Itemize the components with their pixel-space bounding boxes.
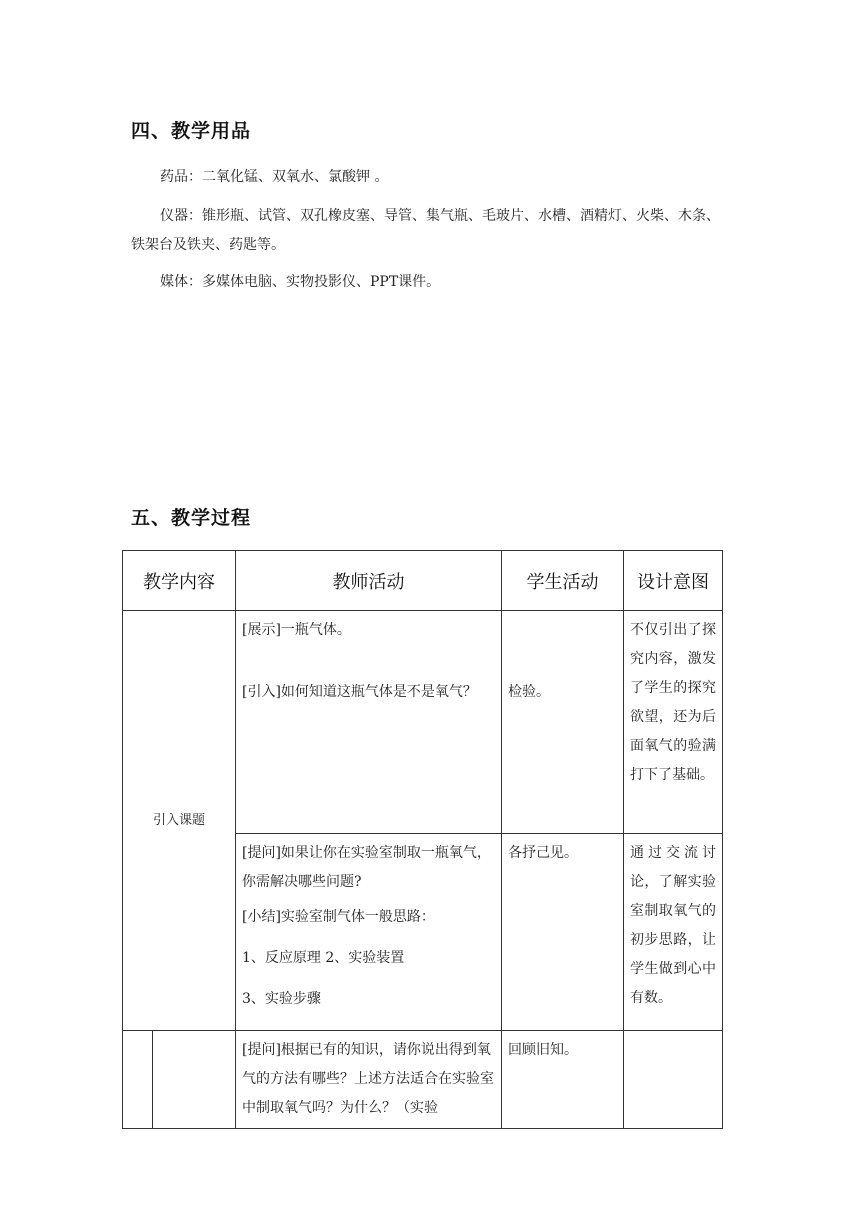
intent-cell: 通过交流讨论，了解实验室制取氧气的初步思路，让学生做到心中有数。	[624, 834, 723, 1031]
header-teacher: 教师活动	[236, 551, 502, 611]
table-header-row	[123, 551, 723, 611]
drugs-paragraph: 药品：二氧化锰、双氧水、氯酸钾 。	[160, 169, 389, 185]
teacher-text: [引入]如何知道这瓶气体是不是氧气？	[242, 684, 477, 700]
intent-cell: 不仅引出了探究内容，激发了学生的探究欲望，还为后面氧气的验满打下了基础。	[624, 611, 723, 834]
content-subcell	[123, 1031, 153, 1129]
table-row	[123, 1031, 723, 1129]
teacher-text: [提问]如果让你在实验室制取一瓶氧气，你需解决哪些问题?	[242, 845, 491, 890]
teacher-text: 1、反应原理 2、实验装置	[242, 950, 405, 966]
section-5-heading: 五、教学过程	[131, 507, 252, 529]
instruments-paragraph: 仪器：锥形瓶、试管、双孔橡皮塞、导管、集气瓶、毛玻片、水槽、酒精灯、火柴、木条、铁架台及铁夹、药匙等。	[131, 208, 720, 253]
student-text: 检验。	[508, 684, 550, 700]
teacher-cell	[236, 834, 502, 1031]
table-row	[123, 611, 723, 834]
header-student: 学生活动	[502, 551, 624, 611]
header-intent: 设计意图	[624, 551, 723, 611]
media-paragraph: 媒体：多媒体电脑、实物投影仪、PPT课件。	[160, 274, 441, 290]
student-cell: 各抒己见。	[502, 834, 624, 1031]
intent-cell	[624, 1031, 723, 1129]
teaching-process-table	[122, 550, 723, 1129]
header-content: 教学内容	[123, 551, 236, 611]
content-subcell	[153, 1031, 236, 1129]
section-4-heading: 四、教学用品	[131, 120, 252, 142]
teacher-text: [小结]实验室制气体一般思路：	[242, 909, 435, 925]
student-cell	[502, 611, 624, 834]
content-cell-intro: 引入课题	[123, 611, 236, 1031]
teacher-cell: [提问]根据已有的知识，请你说出得到氧气的方法有哪些？上述方法适合在实验室中制取氧气吗？为什么？（实验	[236, 1031, 502, 1129]
student-cell: 回顾旧知。	[502, 1031, 624, 1129]
teacher-text: 3、实验步骤	[242, 991, 321, 1007]
teacher-text: [展示]一瓶气体。	[242, 622, 351, 638]
teacher-cell	[236, 611, 502, 834]
